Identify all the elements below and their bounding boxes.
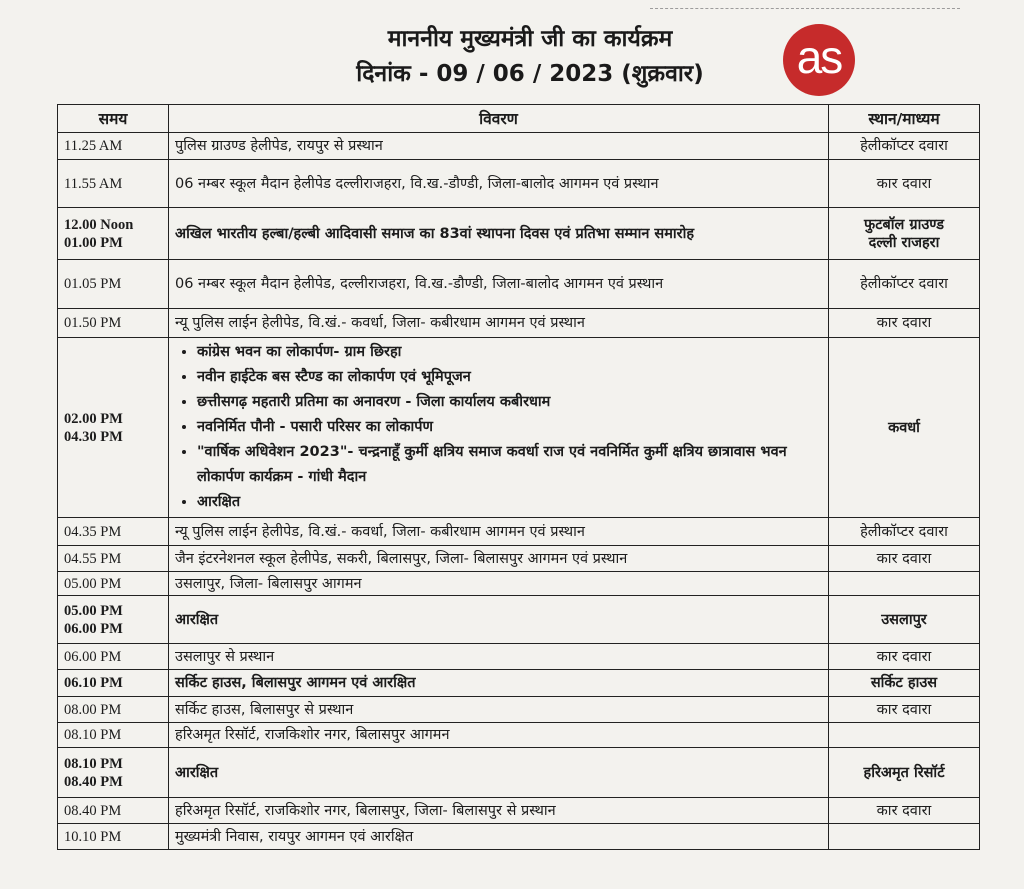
detail-cell: अखिल भारतीय हल्बा/हल्बी आदिवासी समाज का 83वां स्थापना दिवस एवं प्रतिभा सम्मान समारोह <box>169 208 829 260</box>
list-item: • कांग्रेस भवन का लोकार्पण- ग्राम छिरहा <box>197 340 822 365</box>
time-cell <box>58 723 169 748</box>
detail-cell: आरक्षित <box>169 596 829 644</box>
document-header <box>250 22 810 92</box>
time-start: 04.55 PM <box>64 550 122 567</box>
detail-cell: सर्किट हाउस, बिलासपुर से प्रस्थान <box>169 697 829 723</box>
time-cell <box>58 133 169 160</box>
table-row-kawardha <box>58 338 980 518</box>
table-row <box>58 748 980 798</box>
time-start: 11.25 AM <box>64 138 123 154</box>
place-cell: उसलापुर <box>829 596 980 644</box>
place-cell: हेलीकॉप्टर दवारा <box>829 518 980 546</box>
column-header-place: स्थान/माध्यम <box>829 105 980 133</box>
time-cell <box>58 798 169 824</box>
document-date: दिनांक - 09 / 06 / 2023 (शुक्रवार) <box>356 61 704 87</box>
table-row <box>58 260 980 309</box>
place-cell: कार दवारा <box>829 160 980 208</box>
time-cell <box>58 748 169 798</box>
table-header-row <box>58 105 980 133</box>
time-start: 01.05 PM <box>64 276 122 292</box>
detail-cell <box>169 338 829 518</box>
list-item: • छत्तीसगढ़ महतारी प्रतिमा का अनावरण - जिला कार्यालय कबीरधाम <box>197 390 822 415</box>
document-title: माननीय मुख्यमंत्री जी का कार्यक्रम <box>387 26 673 52</box>
table-row <box>58 723 980 748</box>
time-start: 08.00 PM <box>64 701 122 718</box>
time-start: 04.35 PM <box>64 523 122 540</box>
place-cell: कार दवारा <box>829 798 980 824</box>
time-cell <box>58 309 169 338</box>
table-row <box>58 572 980 596</box>
time-cell <box>58 670 169 697</box>
time-cell <box>58 260 169 309</box>
detail-cell: न्यू पुलिस लाईन हेलीपेड, वि.खं.- कवर्धा, जिला- कबीरधाम आगमन एवं प्रस्थान <box>169 518 829 546</box>
table-row <box>58 596 980 644</box>
time-start: 05.00 PM <box>64 575 122 592</box>
place-cell: सर्किट हाउस <box>829 670 980 697</box>
time-end: 04.30 PM <box>64 428 123 445</box>
place-line: दल्ली राजहरा <box>868 234 940 251</box>
event-list <box>175 340 822 515</box>
place-cell: कार दवारा <box>829 546 980 572</box>
time-start: 10.10 PM <box>64 828 122 845</box>
time-cell <box>58 338 169 518</box>
list-item: • आरक्षित <box>197 490 822 515</box>
time-cell <box>58 208 169 260</box>
detail-cell: सर्किट हाउस, बिलासपुर आगमन एवं आरक्षित <box>169 670 829 697</box>
table-row <box>58 518 980 546</box>
time-cell <box>58 160 169 208</box>
table-row <box>58 644 980 670</box>
time-start: 08.10 PM <box>64 755 123 772</box>
time-end: 06.00 PM <box>64 620 123 637</box>
list-item: • नवीन हाईटेक बस स्टैण्ड का लोकार्पण एवं भूमिपूजन <box>197 365 822 390</box>
place-cell: हरिअमृत रिसॉर्ट <box>829 748 980 798</box>
table-row <box>58 798 980 824</box>
time-start: 08.10 PM <box>64 727 122 743</box>
time-start: 02.00 PM <box>64 410 123 427</box>
time-cell <box>58 824 169 850</box>
time-start: 01.50 PM <box>64 315 122 331</box>
column-header-time: समय <box>58 105 169 133</box>
detail-cell: उसलापुर, जिला- बिलासपुर आगमन <box>169 572 829 596</box>
time-cell <box>58 518 169 546</box>
time-cell <box>58 644 169 670</box>
place-cell: कार दवारा <box>829 644 980 670</box>
table-row <box>58 309 980 338</box>
top-divider <box>650 8 960 9</box>
detail-cell: 06 नम्बर स्कूल मैदान हेलीपेड, दल्लीराजहरा, वि.ख.-डौण्डी, जिला-बालोद आगमन एवं प्रस्थान <box>169 260 829 309</box>
place-cell: कार दवारा <box>829 697 980 723</box>
time-start: 06.00 PM <box>64 648 122 665</box>
detail-cell: आरक्षित <box>169 748 829 798</box>
list-item: • नवनिर्मित पौनी - पसारी परिसर का लोकार्पण <box>197 415 822 440</box>
detail-cell: मुख्यमंत्री निवास, रायपुर आगमन एवं आरक्षित <box>169 824 829 850</box>
time-start: 12.00 Noon <box>64 216 134 233</box>
time-cell <box>58 572 169 596</box>
detail-cell: पुलिस ग्राउण्ड हेलीपेड, रायपुर से प्रस्थान <box>169 133 829 160</box>
table-row <box>58 160 980 208</box>
place-cell <box>829 572 980 596</box>
table-row <box>58 670 980 697</box>
place-cell <box>829 824 980 850</box>
detail-cell: उसलापुर से प्रस्थान <box>169 644 829 670</box>
place-cell <box>829 208 980 260</box>
column-header-details: विवरण <box>169 105 829 133</box>
table-row <box>58 546 980 572</box>
table-row <box>58 697 980 723</box>
table-row <box>58 824 980 850</box>
detail-cell: जैन इंटरनेशनल स्कूल हेलीपेड, सकरी, बिलासपुर, जिला- बिलासपुर आगमन एवं प्रस्थान <box>169 546 829 572</box>
detail-cell: 06 नम्बर स्कूल मैदान हेलीपेड दल्लीराजहरा, वि.ख.-डौण्डी, जिला-बालोद आगमन एवं प्रस्थान <box>169 160 829 208</box>
detail-cell: न्यू पुलिस लाईन हेलीपेड, वि.खं.- कवर्धा, जिला- कबीरधाम आगमन एवं प्रस्थान <box>169 309 829 338</box>
time-end: 01.00 PM <box>64 234 123 251</box>
table-row <box>58 208 980 260</box>
logo-text: as <box>796 31 842 83</box>
place-cell <box>829 723 980 748</box>
time-start: 06.10 PM <box>64 675 123 691</box>
detail-cell: हरिअमृत रिसॉर्ट, राजकिशोर नगर, बिलासपुर आगमन <box>169 723 829 748</box>
time-cell <box>58 596 169 644</box>
time-end: 08.40 PM <box>64 773 123 790</box>
place-line: फुटबॉल ग्राउण्ड <box>864 216 944 233</box>
place-cell: कार दवारा <box>829 309 980 338</box>
table-row <box>58 133 980 160</box>
time-cell <box>58 697 169 723</box>
brand-logo <box>783 24 855 96</box>
schedule-table <box>57 104 980 850</box>
time-cell <box>58 546 169 572</box>
time-start: 05.00 PM <box>64 602 123 619</box>
time-start: 11.55 AM <box>64 175 123 192</box>
place-cell: हेलीकॉप्टर दवारा <box>829 260 980 309</box>
time-start: 08.40 PM <box>64 802 122 819</box>
place-cell: हेलीकॉप्टर दवारा <box>829 133 980 160</box>
list-item: • "वार्षिक अधिवेशन 2023"- चन्द्रनाहूँ कुर्मी क्षत्रिय समाज कवर्धा राज एवं नवनिर्मित कुर्मी क्षत्रिय छात्रावास भवन लोकार्पण कार्यक्रम - गांधी मैदान <box>197 440 822 490</box>
detail-cell: हरिअमृत रिसॉर्ट, राजकिशोर नगर, बिलासपुर, जिला- बिलासपुर से प्रस्थान <box>169 798 829 824</box>
place-cell: कवर्धा <box>829 338 980 518</box>
